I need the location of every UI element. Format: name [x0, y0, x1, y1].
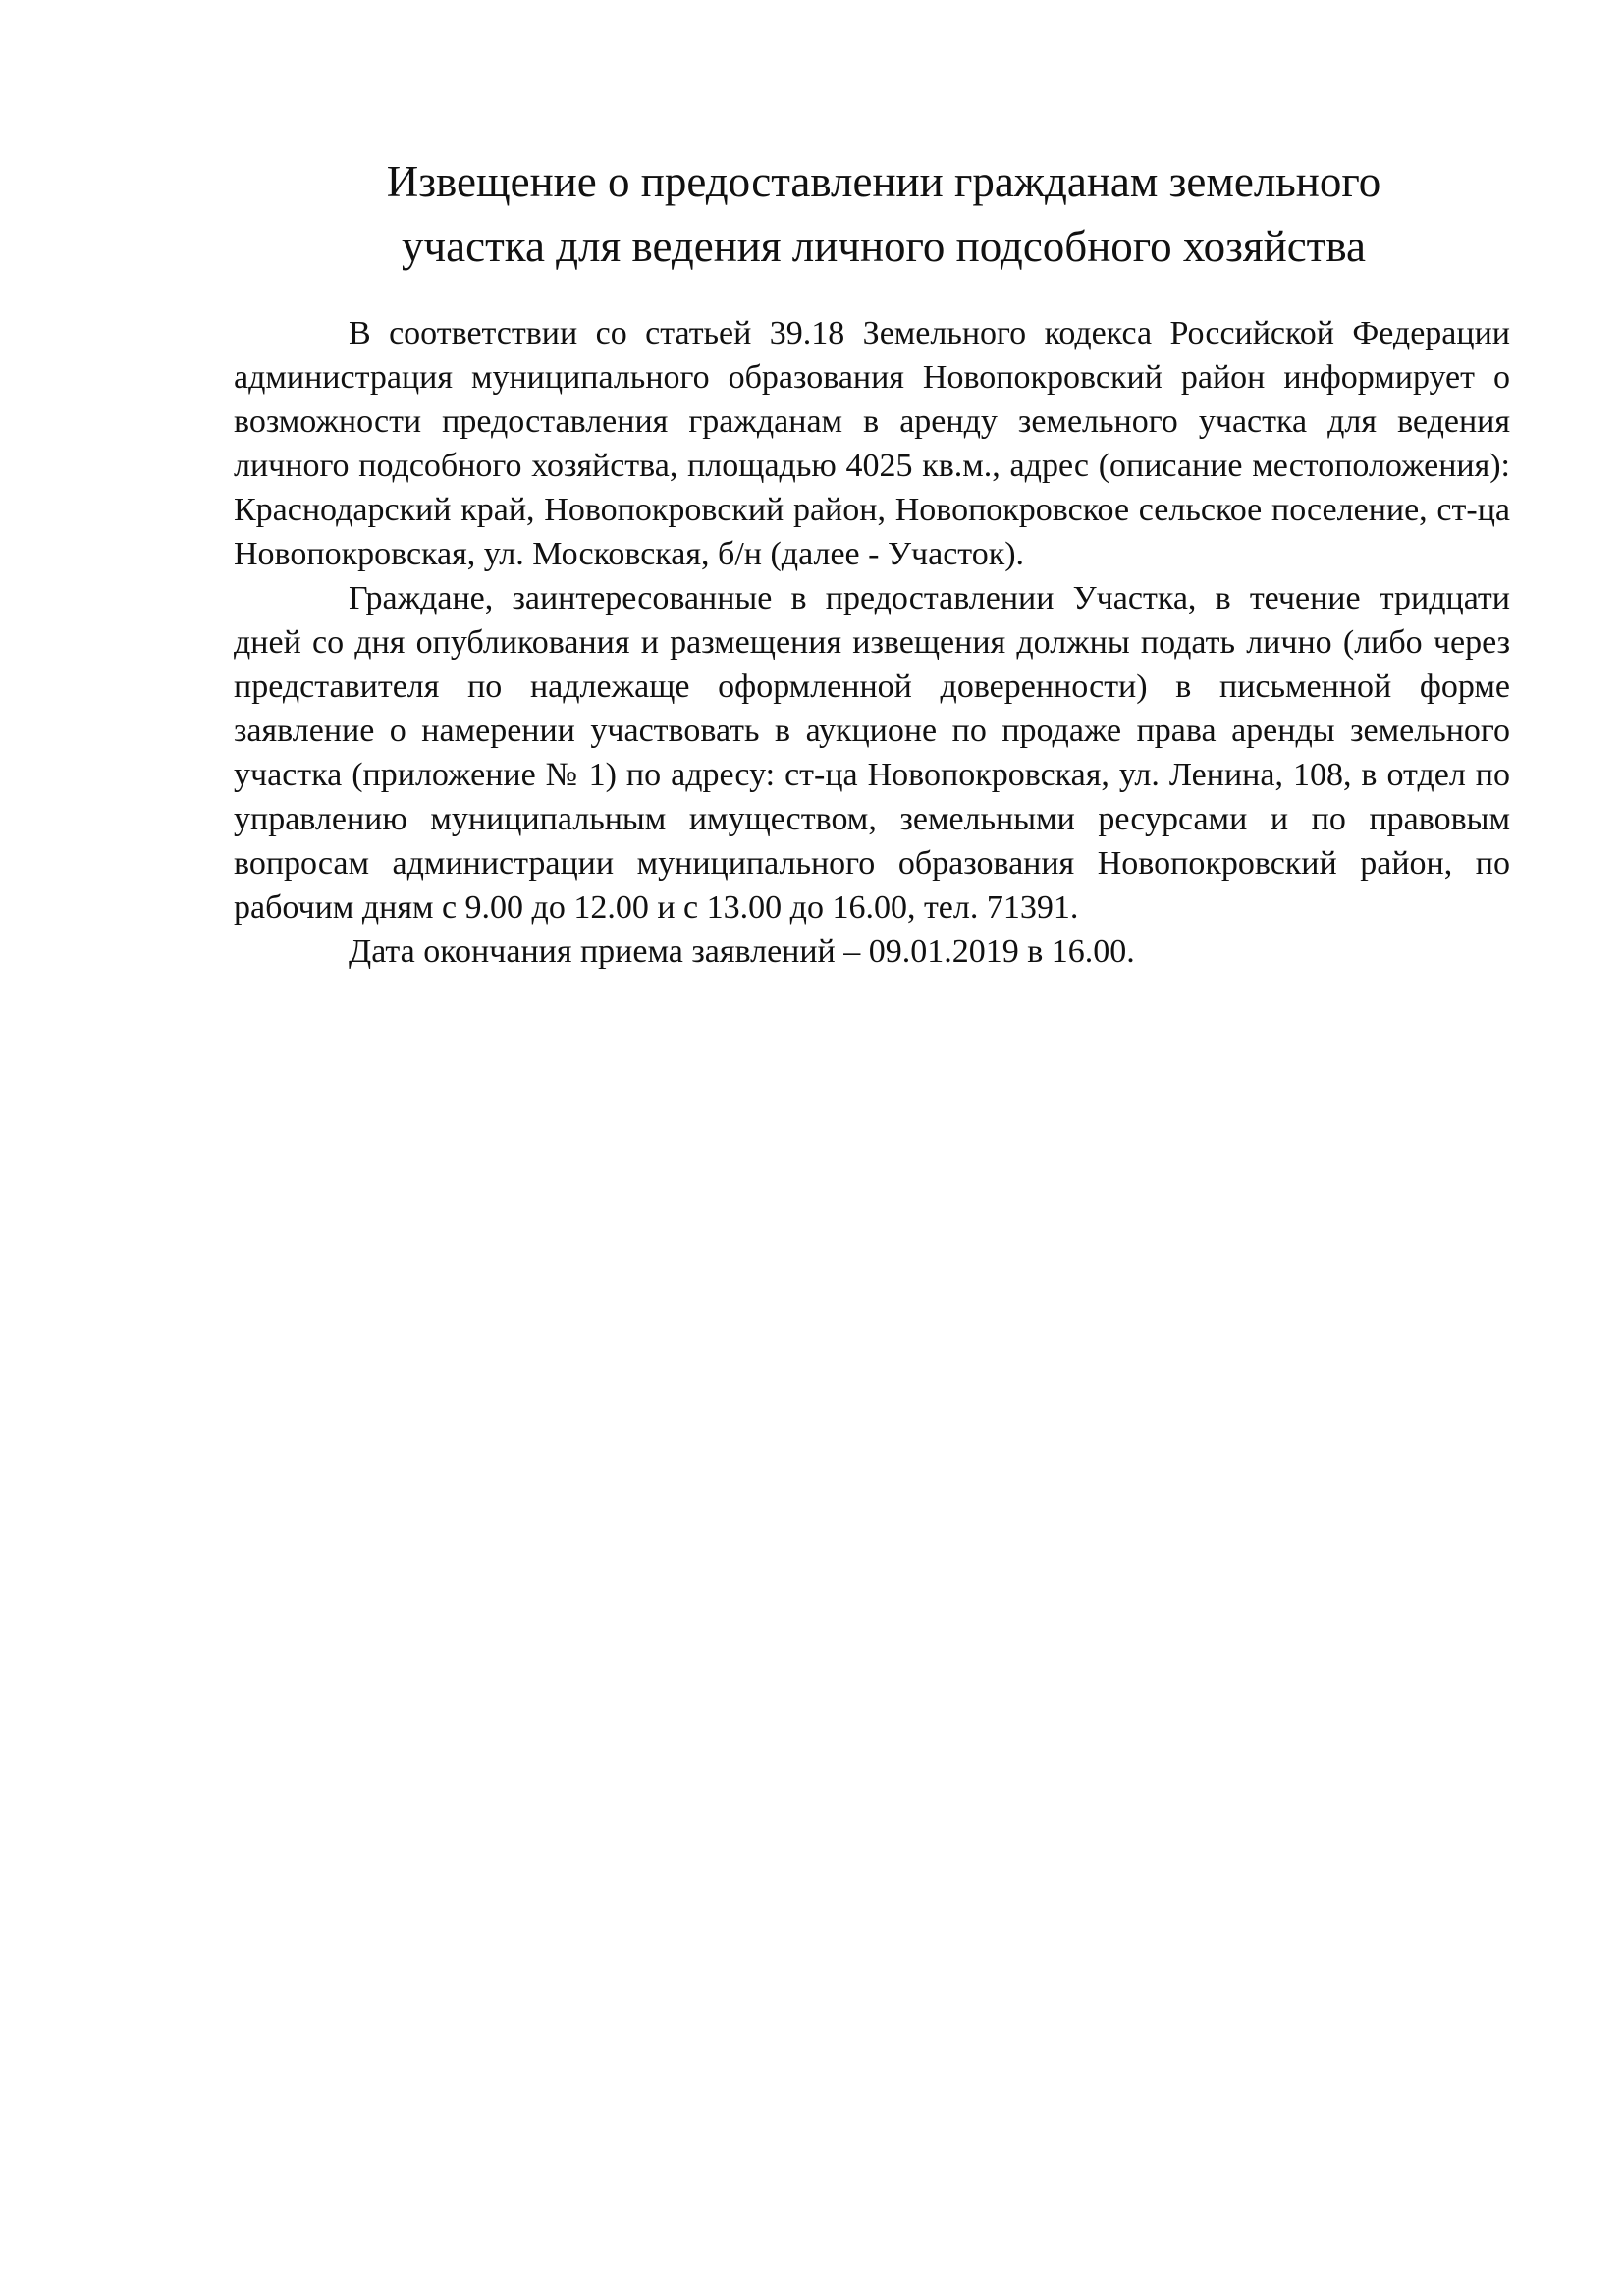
paragraph-deadline: Дата окончания приема заявлений – 09.01.2019 в 16.00. — [349, 934, 1135, 970]
document-title — [236, 149, 1532, 279]
title-line-2: участка для ведения личного подсобного хозяйства — [402, 222, 1366, 271]
paragraph-application-info: Граждане, заинтересованные в предоставлении Участка, в течение тридцати дней со дня опубликования и размещения извещения должны подать лично (либо через представителя по надлежаще оформленной доверенности) в письменной форме заявление о намерении участвовать в аукционе по продаже права аренды земельного участка (приложение № 1) по адресу: ст-ца Новопокровская, ул. Ленина, 108, в отдел по управлению муниципальным имуществом, земельными ресурсами и по правовым вопросам администрации муниципального образования Новопокровский район, по рабочим дням с 9.00 до 12.00 и с 13.00 до 16.00, тел. 71391. — [234, 580, 1510, 926]
document-body — [234, 311, 1510, 974]
title-line-1: Извещение о предоставлении гражданам земельного — [386, 157, 1381, 206]
paragraph-legal-basis: В соответствии со статьей 39.18 Земельного кодекса Российской Федерации администрация муниципального образования Новопокровский район информирует о возможности предоставления гражданам в аренду земельного участка для ведения личного подсобного хозяйства, площадью 4025 кв.м., адрес (описание местоположения): Краснодарский край, Новопокровский район, Новопокровское сельское поселение, ст-ца Новопокровская, ул. Московская, б/н (далее - Участок). — [234, 315, 1510, 572]
